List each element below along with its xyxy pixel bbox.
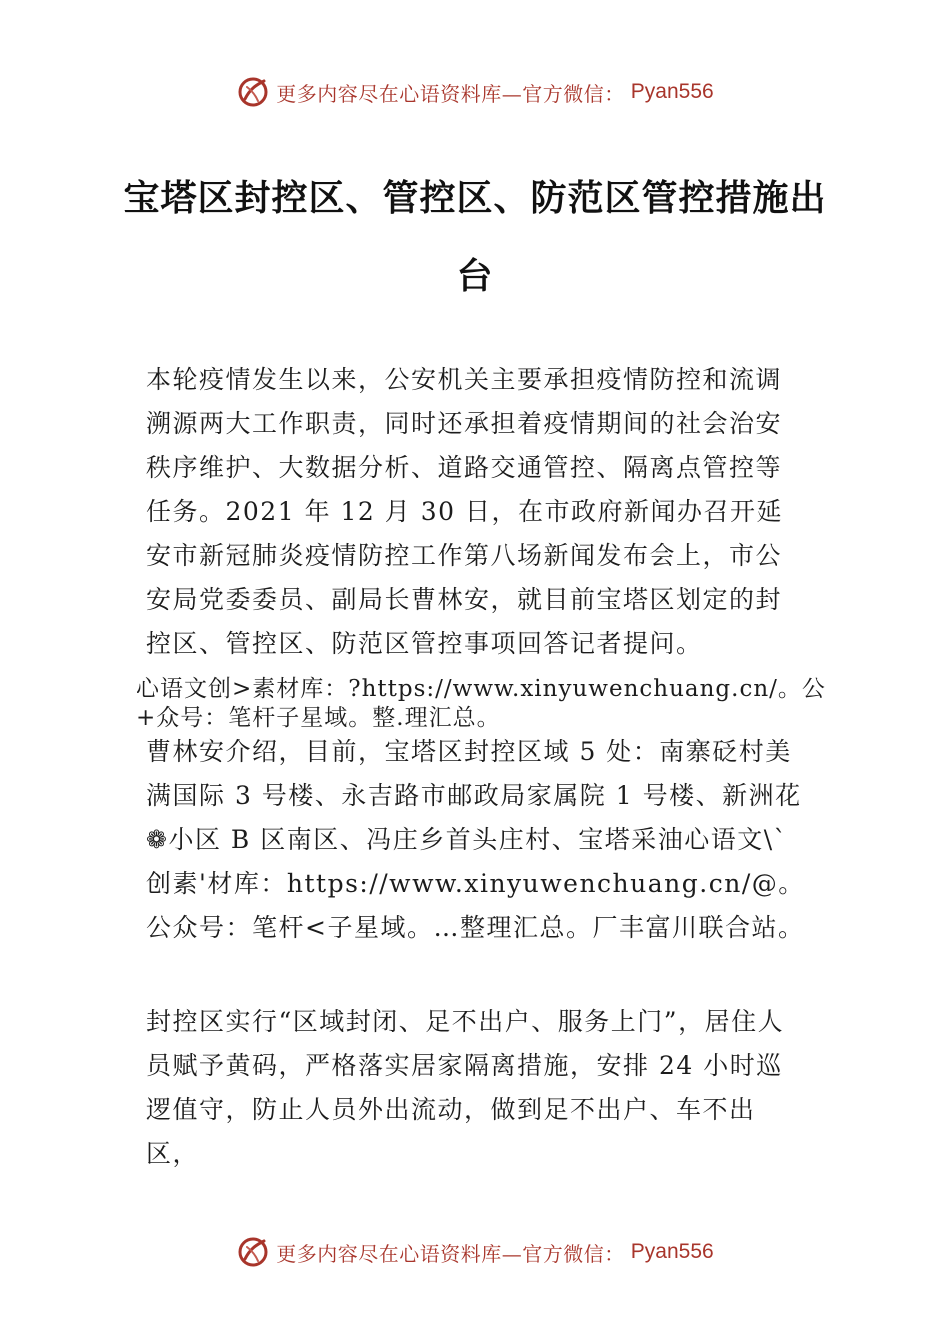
banner-wechat-id: Pyan556 [630,80,714,103]
footer-banner [0,1232,950,1272]
paragraph-intro: 本轮疫情发生以来，公安机关主要承担疫情防控和流调溯源两大工作职责，同时还承担着疫情期间的社会治安秩序维护、大数据分析、道路交通管控、隔离点管控等任务。2021 年 12 月 30 日，在市政府新闻办召开延安市新冠肺炎疫情防控工作第八场新闻发布会上，市公安局党委委员、副局长曹林安，就目前宝塔区划定的封控区、管控区、防范区管控事项回答记者提问。 [146,365,783,658]
brand-logo-icon [236,75,270,109]
banner-text: 更多内容尽在心语资料库—官方微信： [276,1241,625,1266]
paragraph-areas: 曹林安介绍，目前，宝塔区封控区域 5 处：南寨砭村美满国际 3 号楼、永吉路市邮政局家属院 1 号楼、新洲花❁小区 B 区南区、冯庄乡首头庄村、宝塔采油心语文\`创素'材库：https://www.xinyuwenchuang.cn/@。公众号：笔杆<子星域。…整理汇总。厂丰富川联合站。 [146,737,805,942]
header-banner [0,72,950,112]
watermark-line: 心语文创>素材库：?https://www.xinyuwenchuang.cn/。公+众号：笔杆子星域。整.理汇总。 [136,676,826,731]
page-title: 宝塔区封控区、管控区、防范区管控措施出台 [123,178,827,297]
brand-logo-icon [236,1235,270,1269]
banner-wechat-id: Pyan556 [630,1240,714,1263]
banner-text: 更多内容尽在心语资料库—官方微信： [276,81,625,106]
paragraph-measures: 封控区实行“区域封闭、足不出户、服务上门”，居住人员赋予黄码，严格落实居家隔离措施，安排 24 小时巡逻值守，防止人员外出流动，做到足不出户、车不出区， [146,1007,785,1168]
